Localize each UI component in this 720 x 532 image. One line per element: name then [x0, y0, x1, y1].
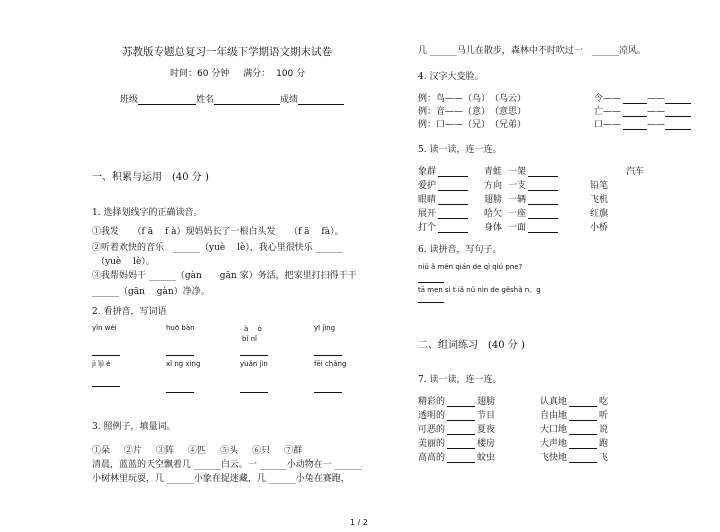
answer-blank[interactable]: [166, 355, 194, 356]
q3-prompt: 3. 照例子，填量词。: [92, 422, 176, 432]
q4-row3: 例：口——（兄） （兄弟）: [418, 120, 527, 130]
word[interactable]: 一面: [508, 220, 558, 234]
q6-prompt: 6. 读拼音，写句子。: [418, 245, 502, 255]
word[interactable]: 一辆: [508, 192, 558, 206]
q5-col1: [418, 164, 468, 234]
word[interactable]: 大口地 说: [540, 425, 609, 435]
q7-left: [418, 394, 495, 464]
pinyin-8: fēi chǎng: [314, 360, 347, 368]
option: ②片: [124, 446, 143, 456]
word[interactable]: 爱护: [418, 178, 468, 192]
word[interactable]: 一支: [508, 178, 558, 192]
answer-blank[interactable]: [92, 355, 120, 356]
time-value: 60 分钟: [197, 69, 230, 79]
answer-blank[interactable]: [418, 302, 444, 303]
word[interactable]: 青蛙: [484, 167, 503, 177]
word[interactable]: 美丽的 楼房: [418, 439, 496, 449]
q4-row1-task: 令—— ——: [594, 91, 691, 104]
pinyin-4: yī jìng: [314, 324, 336, 332]
option: ③阵: [156, 446, 175, 456]
q5-prompt: 5. 读一读，连一连。: [418, 145, 502, 155]
grade-field[interactable]: [298, 95, 344, 105]
grade-label: 成绩: [280, 95, 299, 105]
option: ⑦群: [284, 446, 303, 456]
word[interactable]: 眼睛: [418, 192, 468, 206]
answer-blank[interactable]: [92, 386, 120, 387]
word[interactable]: 大声地 跑: [540, 439, 609, 449]
word[interactable]: 可恶的 夏夜: [418, 425, 496, 435]
class-label: 班级: [120, 95, 139, 105]
word[interactable]: 飞快地 飞: [540, 453, 609, 463]
answer-blank[interactable]: [314, 392, 342, 393]
q5-word[interactable]: 红旗: [590, 209, 609, 219]
page-title: 苏教版专题总复习一年级下学期语文期末试卷: [122, 46, 332, 58]
word[interactable]: 高高的 蚊虫: [418, 453, 496, 463]
option: ④匹: [188, 446, 207, 456]
q4-row1: 例：鸟——（乌） （乌云）: [418, 94, 527, 104]
q7-prompt: 7. 读一读，连一连。: [418, 375, 502, 385]
word[interactable]: 一座: [508, 206, 558, 220]
q6-pinyin2: tā men sì t iǎ nǔ nìn de gěshǎ n。g: [418, 286, 541, 294]
name-field[interactable]: [214, 95, 280, 105]
word[interactable]: 展开: [418, 206, 468, 220]
q5-word[interactable]: 铅笔: [590, 181, 609, 191]
time-label: 时间：: [170, 69, 198, 79]
pinyin-3b: bǐ nǐ: [242, 335, 257, 343]
pinyin-7: yuǎn jìn: [240, 360, 268, 368]
option: ⑥只: [252, 446, 271, 456]
pinyin-5: jì ǐjì é: [92, 360, 111, 368]
answer-blank[interactable]: [314, 355, 342, 356]
q5-word[interactable]: 小桥: [590, 223, 609, 233]
word[interactable]: 象群: [418, 164, 468, 178]
q1-line2b: （yuè lè）。: [96, 257, 155, 267]
answer-blank[interactable]: [240, 355, 268, 356]
q4-row2-task: 亡—— ——: [594, 104, 691, 117]
word[interactable]: 身体: [484, 223, 503, 233]
pinyin-3: à ò: [244, 325, 262, 333]
q1-line2: ②听着欢快的音乐 ______（yuè lè），我心里很快乐 ______: [92, 243, 343, 253]
option: ⑤头: [220, 446, 239, 456]
score-label: 满分：: [243, 69, 271, 79]
q5-word[interactable]: 飞机: [590, 195, 609, 205]
q3-text3: 几 ______马儿在散步，森林中不时吹过一 ______凉风。: [418, 46, 646, 56]
pinyin-2: huō bàn: [166, 324, 195, 332]
q6-pinyin1: niǔ ǎ mén qián de qì qiú pne?: [418, 263, 523, 271]
student-info-line: [120, 92, 344, 105]
pinyin-1: yǐn wèi: [92, 324, 117, 332]
option: ①朵: [92, 446, 111, 456]
q1-line3b: ______（gān gàn）净净。: [92, 287, 210, 297]
exam-time: [170, 66, 305, 79]
pinyin-6: xǐ ng xing: [166, 360, 201, 368]
word[interactable]: 打个: [418, 220, 468, 234]
word[interactable]: 方向: [484, 181, 503, 191]
class-field[interactable]: [138, 95, 196, 105]
score-value: 100 分: [276, 69, 306, 79]
section2-title: 二、组词练习 (40 分 ): [418, 340, 525, 351]
q3-text1: 清晨，蓝蓝的天空飘着几 ______白云。一 ______小动物在一 ______: [92, 460, 362, 470]
q3-options: [92, 443, 302, 456]
word[interactable]: 认真地 吃: [540, 397, 609, 407]
word[interactable]: 翅膀: [484, 195, 503, 205]
word[interactable]: 自由地 听: [540, 411, 609, 421]
q1-line1: ①我发 （f ā f à）现妈妈长了一根白头发 （f ā fà）。: [92, 227, 344, 237]
q1-prompt: 1. 选择划线字的正确读音。: [92, 208, 203, 218]
answer-blank[interactable]: [418, 282, 444, 283]
q3-text2: 小树林里玩耍，几 ______小象在捉迷藏，几 ______小兔在赛跑，: [92, 474, 350, 484]
q4-row3-task: 口—— ——: [594, 117, 691, 130]
q5-word-car[interactable]: 汽车: [626, 167, 645, 177]
q5-col3: [508, 164, 558, 234]
q5-col2: [484, 164, 502, 234]
q1-line3: ③我帮妈妈干 ______（gàn gān 家）务活，把家里打扫得干干: [92, 271, 357, 281]
name-label: 姓名: [196, 95, 215, 105]
word[interactable]: 一架: [508, 164, 558, 178]
q4-row2: 例：音——（意） （意思）: [418, 107, 527, 117]
answer-blank[interactable]: [240, 392, 268, 393]
section1-title: 一、积累与运用 (40 分 ): [92, 172, 209, 183]
word[interactable]: 透明的 节目: [418, 411, 496, 421]
word[interactable]: 精彩的 翅膀: [418, 397, 496, 407]
answer-blank[interactable]: [166, 392, 194, 393]
q2-prompt: 2. 看拼音，写词语: [92, 307, 167, 317]
q7-mid: [540, 394, 608, 464]
q4-prompt: 4. 汉字大变脸。: [418, 72, 484, 82]
page-number: 1 / 2: [350, 518, 368, 527]
word[interactable]: 哈欠: [484, 209, 503, 219]
